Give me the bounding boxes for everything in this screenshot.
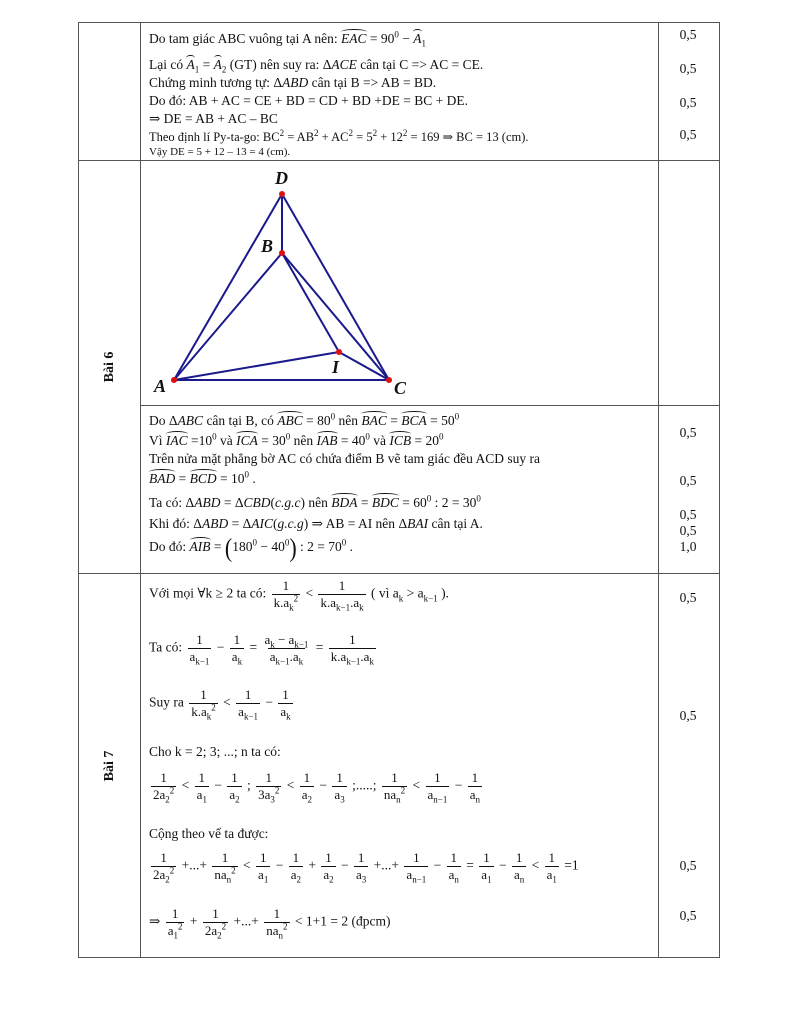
point-D bbox=[279, 191, 285, 197]
point: 0,5 bbox=[679, 507, 697, 522]
row3-line-3: Suy ra $\frac{1}{k.a_k^2}$ < $\frac{1}{a_{k-1}}$ − $\frac{1}{a_k}$ bbox=[149, 687, 291, 722]
line-BI bbox=[282, 253, 339, 352]
label-D: D bbox=[275, 168, 288, 188]
row2-line-1: Do ΔABC cân tại B, có ABC = $80^0$ nên BAC = BCA = $50^0$ bbox=[149, 411, 460, 428]
row-label-bai7 bbox=[79, 574, 141, 958]
row3-points bbox=[659, 574, 720, 958]
point: 0,5 bbox=[679, 708, 697, 723]
point: 0,5 bbox=[679, 908, 697, 923]
row-label-empty bbox=[79, 23, 141, 161]
row1-line-2: Lại có $A_1 = A_2$ (GT) nên suy ra: ΔACE cân tại C => AC = CE. bbox=[149, 57, 484, 75]
row3-line-1: Với mọi ∀k ≥ 2 ta có: $\frac{1}{k.a_k^2}$ < $\frac{1}{k.a_{k-1}.a_k}$ ( vì $a_k > a_{k-1}$ ). bbox=[149, 578, 449, 613]
row3-line-5: $\frac{1}{2a_2^2}$ < $\frac{1}{a_1}$ − $\frac{1}{a_2}$ ; $\frac{1}{3a_3^2}$ < $\frac{1}{a_2}$ − $\frac{1}{a_3}$ ;.....; $\frac{1}{na_n^2}$ < $\frac{1}{a_{n-1}}$ − $\frac{1}{a_n}$ bbox=[153, 770, 481, 805]
row3-line-2: Ta có: $\frac{1}{a_{k-1}}$ − $\frac{1}{a_k}$ = $\frac{a_k - a_{k-1}}{a_{k-1}.a_k}$ = $\frac{1}{k.a_{k-1}.a_k}$ bbox=[149, 632, 374, 667]
point-A bbox=[171, 377, 177, 383]
row2-content bbox=[141, 161, 659, 574]
point: 0,5 bbox=[679, 523, 697, 538]
label-bai6: Bài 6 bbox=[101, 351, 117, 383]
row2-line-3: Trên nửa mặt phẳng bờ AC có chứa điểm B vẽ tam giác đều ACD suy ra bbox=[149, 451, 540, 466]
answer-table bbox=[78, 22, 720, 958]
point: 0,5 bbox=[679, 27, 697, 42]
point-C bbox=[386, 377, 392, 383]
row2-line-4: BAD = BCD = $10^0$ . bbox=[149, 469, 256, 486]
label-B: B bbox=[261, 236, 274, 256]
point: 1,0 bbox=[679, 539, 697, 554]
label-A: A bbox=[154, 376, 167, 396]
row3-line-4: Cho k = 2; 3; ...; n ta có: bbox=[149, 744, 281, 759]
label-I: I bbox=[332, 357, 340, 377]
point: 0,5 bbox=[679, 473, 697, 488]
row1-line-3: Chứng minh tương tự: ΔABD cân tại B => AB = BD. bbox=[149, 75, 437, 90]
geometry-figure bbox=[141, 161, 660, 406]
row-bai6 bbox=[79, 161, 720, 574]
row1-line-6: Theo định lí Py-ta-go: $BC^2 = AB^2 + AC^2 = 5^2 + 12^2 = 169$ ⇒ BC = 13 (cm). bbox=[149, 127, 529, 144]
row2-line-7: Do đó: AIB = $(180^0 - 40^0)$ : $2 = 70^0$ . bbox=[149, 532, 354, 563]
point: 0,5 bbox=[679, 590, 697, 605]
row1-line-4: Do đó: AB + AC = CE + BD = CD + BD +DE = BC + DE. bbox=[149, 93, 468, 108]
row-bai5-end bbox=[79, 23, 720, 161]
point: 0,5 bbox=[679, 61, 697, 76]
point-I bbox=[336, 349, 342, 355]
line-AI bbox=[174, 352, 339, 380]
row1-line-1: Do tam giác ABC vuông tại A nên: EAC = $90^0 - A_1$ bbox=[149, 29, 426, 49]
row2-line-6: Khi đó: ΔABD = ΔAIC(g.c.g) ⇒ AB = AI nên ΔBAI cân tại A. bbox=[149, 516, 483, 531]
label-bai7: Bài 7 bbox=[101, 750, 117, 781]
row3-content bbox=[141, 574, 659, 958]
row1-line-5: ⇒ DE = AB + AC – BC bbox=[149, 111, 278, 126]
row3-line-6: Cộng theo vế ta được: bbox=[149, 826, 269, 841]
row3-line-7: $\frac{1}{2a_2^2}$ +...+ $\frac{1}{na_n^2}$ < $\frac{1}{a_1}$ − $\frac{1}{a_2}$ + $\frac{1}{a_2}$ − $\frac{1}{a_3}$ +...+ $\frac{1}{a_{n-1}}$ − $\frac{1}{a_n}$ = $\frac{1}{a_1}$ − $\frac{1}{a_n}$ < $\frac{1}{a_1}$ =1 bbox=[153, 850, 579, 885]
line-BA bbox=[174, 253, 282, 380]
row-bai7 bbox=[79, 574, 720, 958]
label-C: C bbox=[394, 378, 407, 398]
point: 0,5 bbox=[679, 858, 697, 873]
point: 0,5 bbox=[679, 425, 697, 440]
row2-points bbox=[659, 161, 720, 574]
line-DA bbox=[174, 194, 282, 380]
row-label-bai6 bbox=[79, 161, 141, 574]
point: 0,5 bbox=[679, 95, 697, 110]
row2-line-5: Ta có: ΔABD = ΔCBD(c.g.c) nên BDA = BDC = $60^0$ : $2 = 30^0$ bbox=[149, 493, 481, 510]
row3-line-8: ⇒ $\frac{1}{a_1^2}$ + $\frac{1}{2a_2^2}$ +...+ $\frac{1}{na_n^2}$ < 1+1 = 2 (đpcm) bbox=[149, 906, 391, 941]
row1-content bbox=[141, 23, 659, 161]
point: 0,5 bbox=[679, 127, 697, 142]
row1-points bbox=[659, 23, 720, 161]
row1-line-7: Vậy DE = 5 + 12 – 13 = 4 (cm). bbox=[149, 146, 291, 158]
row2-line-2: Vì IAC $=10^0$ và ICA = $30^0$ nên IAB = $40^0$ và ICB = $20^0$ bbox=[149, 431, 444, 448]
point-B bbox=[279, 250, 285, 256]
